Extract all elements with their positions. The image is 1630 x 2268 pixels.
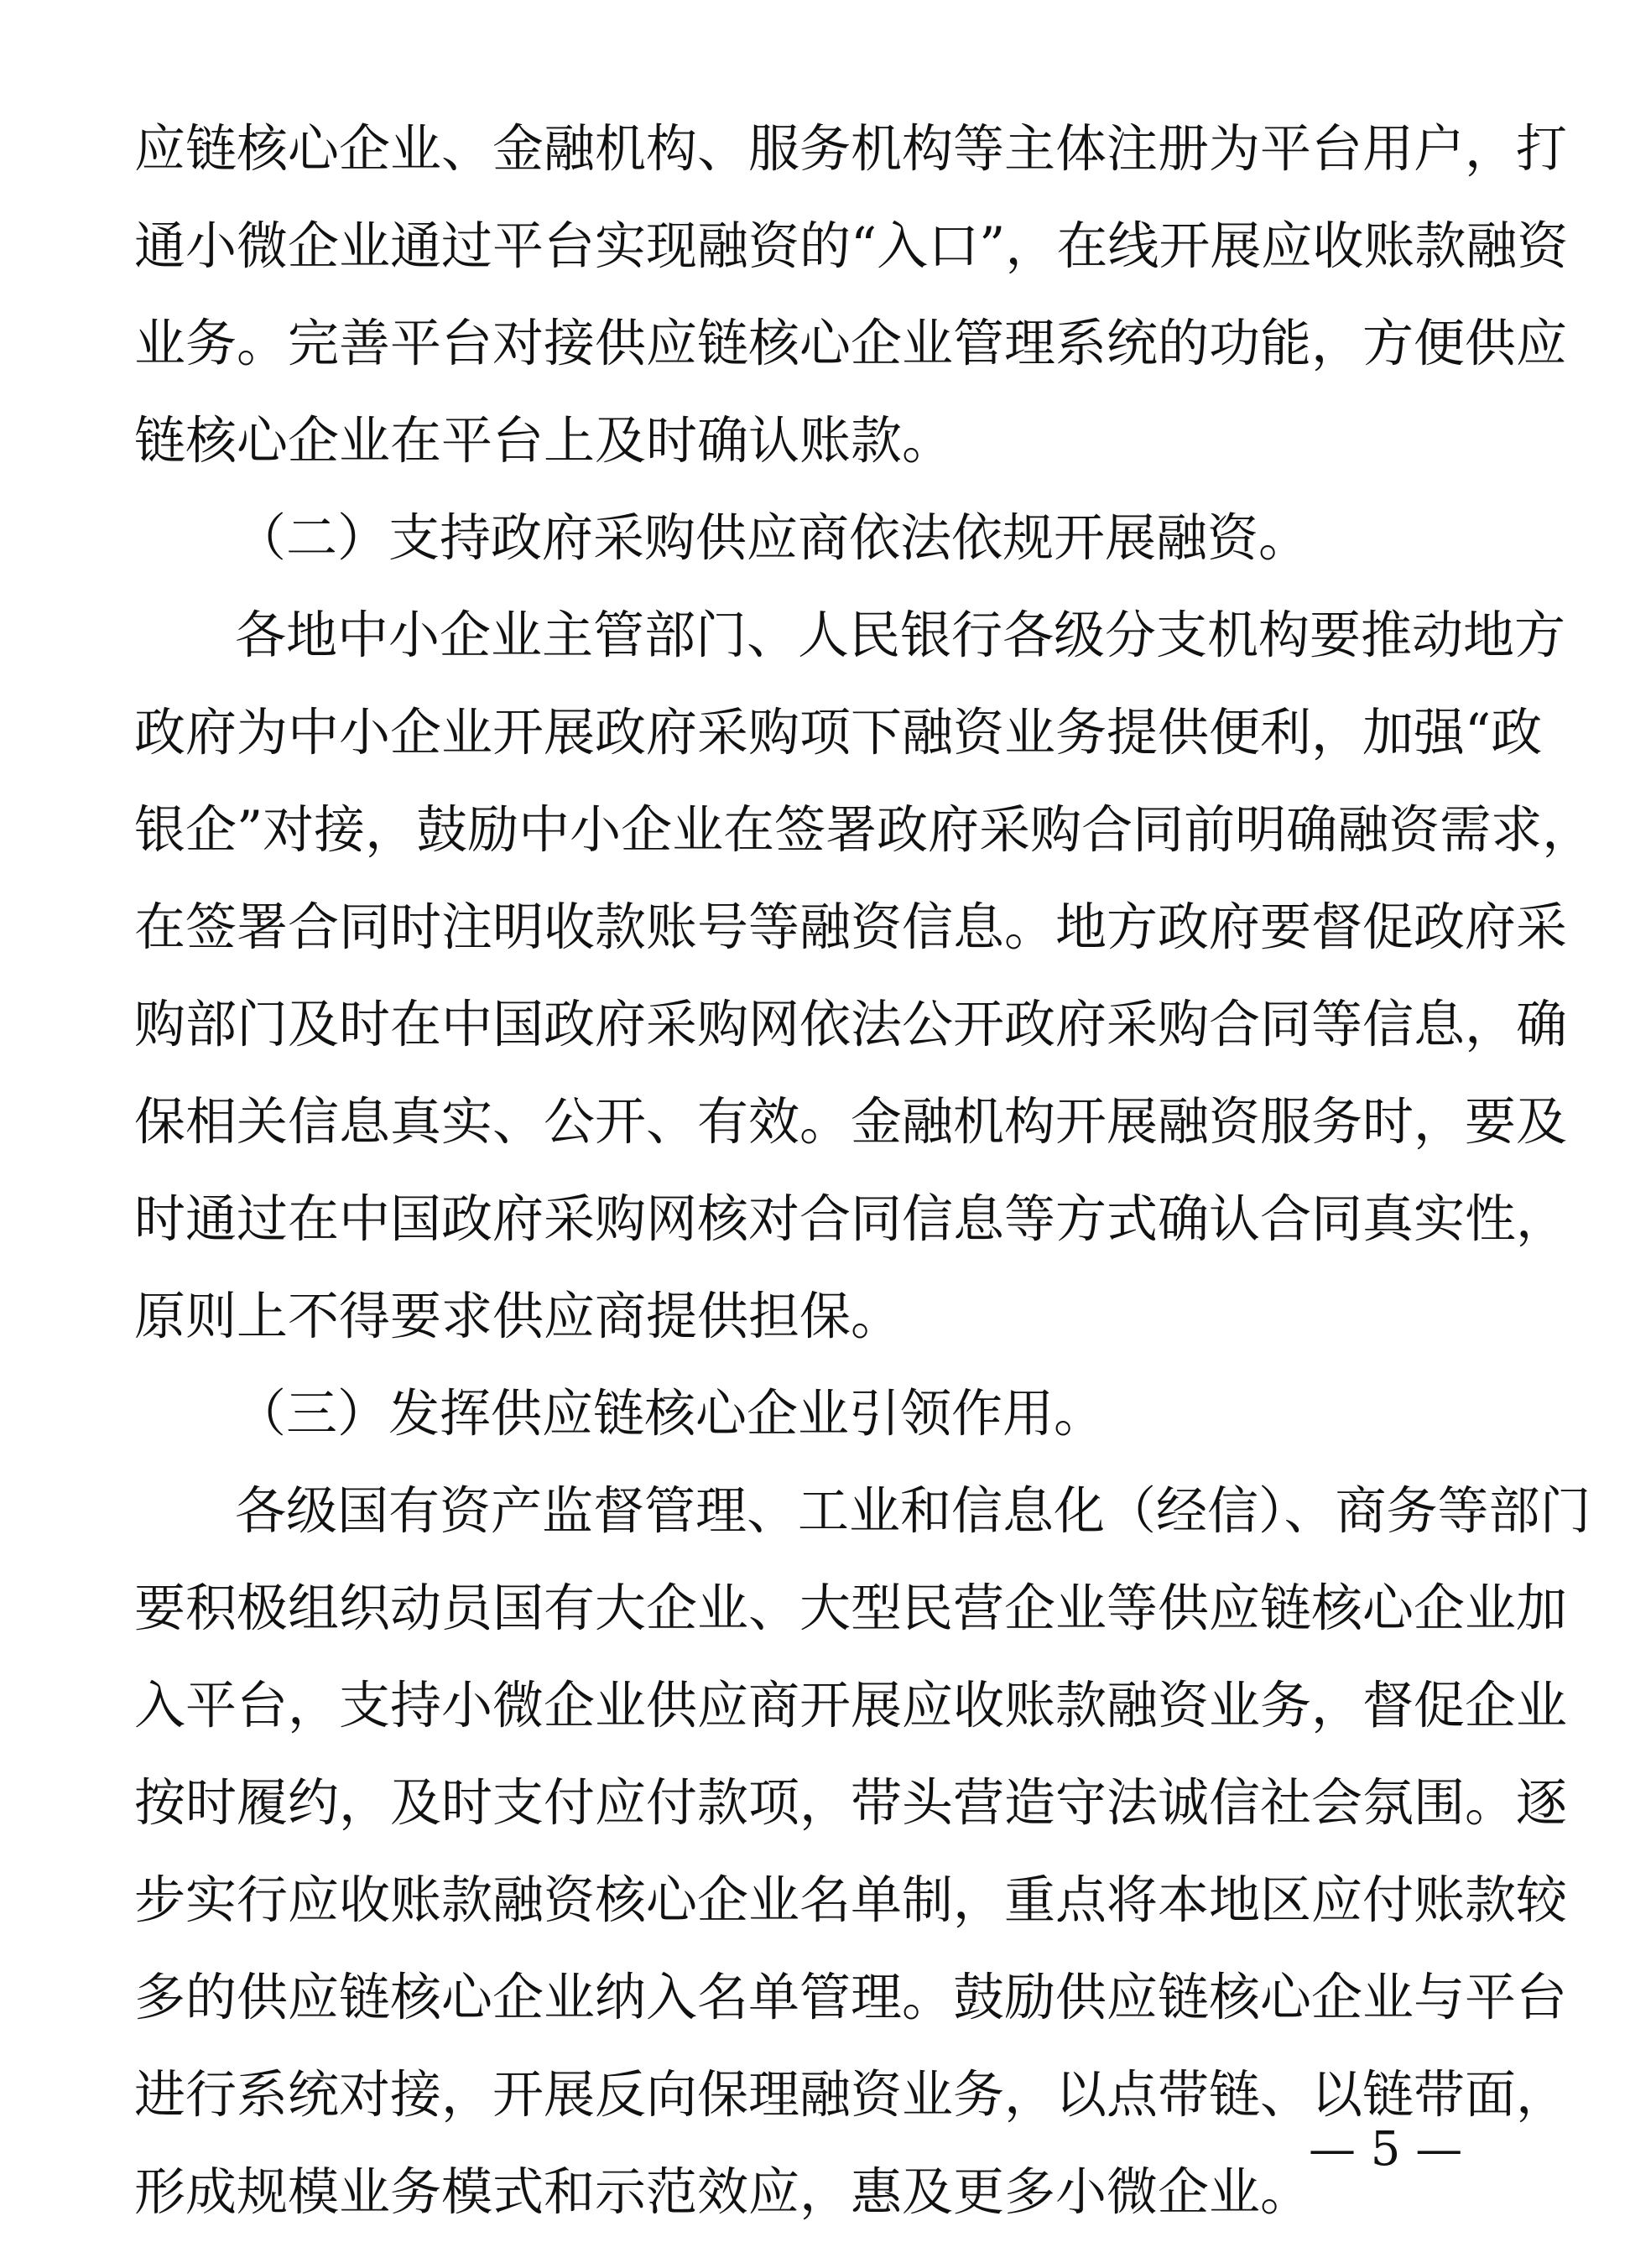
text-line: 形成规模业务模式和示范效应，惠及更多小微企业。 <box>134 2162 1312 2222</box>
text-line: 保相关信息真实、公开、有效。金融机构开展融资服务时，要及 <box>134 1092 1568 1152</box>
section-heading-3: （三）发挥供应链核心企业引领作用。 <box>235 1384 1106 1444</box>
text-line: 入平台，支持小微企业供应商开展应收账款融资业务，督促企业 <box>134 1676 1568 1735</box>
text-line: 各地中小企业主管部门、人民银行各级分支机构要推动地方 <box>235 606 1566 665</box>
text-line: 进行系统对接，开展反向保理融资业务，以点带链、以链带面， <box>134 2065 1568 2125</box>
text-line: 在签署合同时注明收款账号等融资信息。地方政府要督促政府采 <box>134 897 1568 957</box>
paragraph-core-enterprises <box>134 1463 1591 2241</box>
text-line: 按时履约，及时支付应付款项，带头营造守法诚信社会氛围。逐 <box>134 1773 1568 1833</box>
text-line: 多的供应链核心企业纳入名单管理。鼓励供应链核心企业与平台 <box>134 1968 1568 2027</box>
text-line: 业务。完善平台对接供应链核心企业管理系统的功能，方便供应 <box>134 314 1568 373</box>
text-line: 要积极组织动员国有大企业、大型民营企业等供应链核心企业加 <box>134 1579 1568 1638</box>
body-text <box>134 101 1594 2241</box>
text-line: 购部门及时在中国政府采购网依法公开政府采购合同等信息，确 <box>134 995 1568 1054</box>
text-line: 应链核心企业、金融机构、服务机构等主体注册为平台用户，打 <box>134 119 1568 179</box>
text-line: 链核心企业在平台上及时确认账款。 <box>134 411 954 471</box>
text-line: 时通过在中国政府采购网核对合同信息等方式确认合同真实性， <box>134 1189 1568 1249</box>
paragraph-government-procurement <box>134 587 1594 1365</box>
text-line: 步实行应收账款融资核心企业名单制，重点将本地区应付账款较 <box>134 1870 1568 1930</box>
text-line: 政府为中小企业开展政府采购项下融资业务提供便利，加强“政 <box>134 703 1543 762</box>
text-line: 通小微企业通过平台实现融资的“入口”，在线开展应收账款融资 <box>134 216 1569 276</box>
text-line: 原则上不得要求供应商提供担保。 <box>134 1287 903 1346</box>
section-heading-2: （二）支持政府采购供应商依法依规开展融资。 <box>235 508 1310 568</box>
text-line: 各级国有资产监督管理、工业和信息化（经信）、商务等部门 <box>235 1481 1591 1541</box>
paragraph-continued <box>134 101 1569 490</box>
page-number: — 5 — <box>1309 2122 1463 2177</box>
text-line: 银企”对接，鼓励中小企业在签署政府采购合同前明确融资需求， <box>134 800 1594 860</box>
